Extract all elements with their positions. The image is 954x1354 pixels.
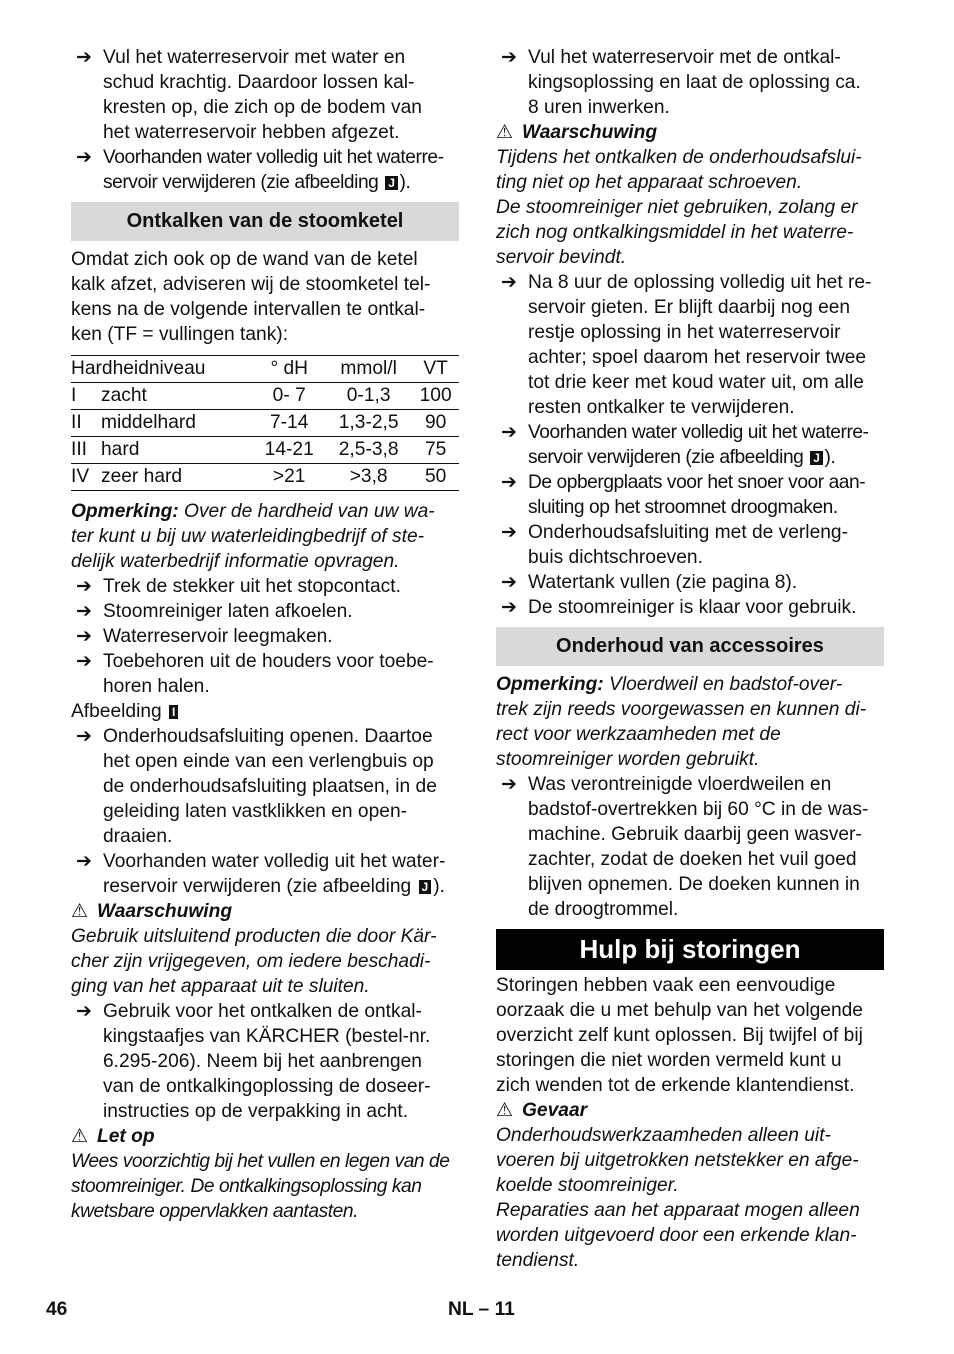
warning-triangle-icon: ⚠ [71,901,89,922]
list-item-text: kingsoplossing en laat de oplossing ca. [528,72,861,93]
bullet-list [71,999,459,1124]
warning-heading [71,899,459,924]
text-line: kwetsbare oppervlakken aantasten. [71,1201,359,1222]
figure-reference [71,699,459,724]
list-item [496,595,884,620]
note-paragraph [496,672,884,772]
list-item [496,520,884,570]
warning-triangle-icon: ⚠ [496,122,514,143]
list-item-text: geleiding laten vastklikken en open- [103,801,408,822]
list-item-text: buis dichtschroeven. [528,547,703,568]
list-item [71,999,459,1124]
list-item [71,624,459,649]
bullet-list [71,45,459,195]
text-line: overzicht zelf kunt oplossen. Bij twijfel of bij [496,1025,863,1046]
text-line: Tijdens het ontkalken de onderhoudsafslui- [496,147,862,168]
list-item-text: Vul het waterreservoir met de ontkal- [528,47,841,68]
list-item [71,849,459,899]
text-line: De stoomreiniger niet gebruiken, zolang er [496,197,858,218]
table-header: ° dH [270,358,308,379]
list-item-text: Na 8 uur de oplossing volledig uit het re- [528,272,872,293]
list-item-text: schud krachtig. Daardoor lossen kal- [103,72,415,93]
list-item [71,599,459,624]
text-line: ken (TF = vullingen tank): [71,324,289,345]
list-item-text: Watertank vullen (zie pagina 8). [528,572,798,593]
list-item [71,724,459,849]
figure-badge: I [169,705,178,719]
list-item-text: Waterreservoir leegmaken. [103,626,333,647]
list-item-text: draaien. [103,826,173,847]
section-heading: Onderhoud van accessoires [496,627,884,666]
table-cell: >3,8 [349,466,388,487]
list-item [496,772,884,922]
warning-title: Waarschuwing [97,901,233,922]
text-line: oorzaak die u met behulp van het volgende [496,1000,863,1021]
arrow-bullet-icon: ➔ [76,626,92,647]
table-header: mmol/l [340,358,397,379]
list-item-text: De stoomreiniger is klaar voor gebruik. [528,597,857,618]
caution-title: Let op [97,1126,155,1147]
note-text: ter kunt u bij uw waterleidingbedrijf of ste- [71,526,425,547]
hardness-table [71,355,459,491]
list-item [71,649,459,699]
figure-badge: J [385,176,397,190]
table-cell: III [71,439,87,460]
bullet-list [71,574,459,699]
right-column [496,45,884,1273]
arrow-bullet-icon: ➔ [76,147,92,168]
list-item [496,420,884,470]
arrow-bullet-icon: ➔ [501,597,517,618]
arrow-bullet-icon: ➔ [76,47,92,68]
table-header: VT [423,358,448,379]
list-item-text: 8 uren inwerken. [528,97,670,118]
list-item-text: servoir verwijderen (zie afbeelding J ). [528,447,836,468]
note-text: delijk waterbedrijf informatie opvragen. [71,551,400,572]
note-text: rect voor werkzaamheden met de [496,724,781,745]
list-item-text: reservoir verwijderen (zie afbeelding J ). [103,876,445,897]
note-text: Over de hardheid van uw wa- [178,501,435,522]
bullet-list [496,45,884,120]
table-cell: zeer hard [101,466,183,487]
table-header-row [71,356,459,383]
arrow-bullet-icon: ➔ [76,851,92,872]
list-item [71,45,459,145]
arrow-bullet-icon: ➔ [76,1001,92,1022]
arrow-bullet-icon: ➔ [501,572,517,593]
danger-heading [496,1098,884,1123]
danger-text [496,1123,884,1273]
caution-heading [71,1124,459,1149]
text-line: Storingen hebben vaak een eenvoudige [496,975,836,996]
text-line: koelde stoomreiniger. [496,1175,679,1196]
list-item-text: zachter, zodat de doeken het vuil goed [528,849,857,870]
text-line: stoomreiniger. De ontkalkingsoplossing kan [71,1176,422,1197]
warning-title: Waarschuwing [522,122,658,143]
note-text: Vloerdweil en badstof-over- [603,674,843,695]
figure-label: Afbeelding [71,701,162,722]
figure-badge: J [810,451,822,465]
list-item-text: Was verontreinigde vloerdweilen en [528,774,832,795]
text-line: cher zijn vrijgegeven, om iedere beschadi- [71,951,431,972]
arrow-bullet-icon: ➔ [501,472,517,493]
arrow-bullet-icon: ➔ [501,422,517,443]
list-item [71,145,459,195]
list-item-text: Onderhoudsafsluiting openen. Daartoe [103,726,433,747]
chapter-banner: Hulp bij storingen [496,929,884,970]
table-row [71,383,459,410]
table-cell: 1,3-2,5 [338,412,399,433]
list-item [71,574,459,599]
list-item-text: machine. Gebruik daarbij geen wasver- [528,824,862,845]
list-item-text: Voorhanden water volledig uit het waterre- [528,422,869,443]
list-item [496,45,884,120]
arrow-bullet-icon: ➔ [501,774,517,795]
list-item-text: Onderhoudsafsluiting met de verleng- [528,522,848,543]
list-item-text: het open einde van een verlengbuis op [103,751,434,772]
list-item-text: horen halen. [103,676,210,697]
list-item-text: servoir verwijderen (zie afbeelding J ). [103,172,411,193]
table-header: Hardheidniveau [71,358,206,379]
list-item-text: de droogtrommel. [528,899,679,920]
list-item-text: sluiting op het stroomnet droogmaken. [528,497,838,518]
list-item-text: Trek de stekker uit het stopcontact. [103,576,401,597]
text-line: servoir bevindt. [496,247,627,268]
arrow-bullet-icon: ➔ [76,576,92,597]
text-line: Reparaties aan het apparaat mogen alleen [496,1200,860,1221]
table-cell: 90 [424,412,447,433]
text-line: voeren bij uitgetrokken netstekker en afge- [496,1150,859,1171]
list-item-text: van de ontkalkingoplossing de doseer- [103,1076,431,1097]
list-item-text: Gebruik voor het ontkalken de ontkal- [103,1001,422,1022]
note-text: stoomreiniger worden gebruikt. [496,749,760,770]
table-cell: 100 [419,385,452,406]
text-line: zich nog ontkalkingsmiddel in het waterre- [496,222,854,243]
bullet-list [496,270,884,620]
bullet-list [496,772,884,922]
arrow-bullet-icon: ➔ [76,651,92,672]
note-label: Opmerking: [71,501,179,522]
caution-text [71,1149,459,1224]
note-text: trek zijn reeds voorgewassen en kunnen di- [496,699,867,720]
list-item-text: kresten op, die zich op de bodem van [103,97,422,118]
table-cell: zacht [101,385,147,406]
list-item-text: restje oplossing in het waterreservoir [528,322,841,343]
arrow-bullet-icon: ➔ [501,47,517,68]
table-row [71,410,459,437]
arrow-bullet-icon: ➔ [501,272,517,293]
table-cell: 75 [424,439,447,460]
bullet-list [71,724,459,899]
list-item-text: De opbergplaats voor het snoer voor aan- [528,472,866,493]
note-paragraph [71,499,459,574]
list-item-text: instructies op de verpakking in acht. [103,1101,409,1122]
warning-heading [496,120,884,145]
warning-text [496,145,884,270]
table-cell: 0-1,3 [346,385,391,406]
list-item-text: blijven opnemen. De doeken kunnen in [528,874,860,895]
text-line: zich wenden tot de erkende klantendienst. [496,1075,855,1096]
section-heading: Ontkalken van de stoomketel [71,202,459,241]
page-number: 46 [46,1299,68,1320]
text-line: storingen die niet worden vermeld kunt u [496,1050,842,1071]
text-line: Omdat zich ook op de wand van de ketel [71,249,418,270]
figure-badge: J [419,880,432,894]
list-item-text: 6.295-206). Neem bij het aanbrengen [103,1051,422,1072]
arrow-bullet-icon: ➔ [76,601,92,622]
warning-triangle-icon: ⚠ [71,1126,89,1147]
text-line: ging van het apparaat uit te sluiten. [71,976,370,997]
text-line: worden uitgevoerd door een erkende klan- [496,1225,857,1246]
table-row [71,437,459,464]
text-line: kalk afzet, adviseren wij de stoomketel tel- [71,274,431,295]
list-item [496,470,884,520]
list-item-text: de onderhoudsafsluiting plaatsen, in de [103,776,437,797]
text-line: Wees voorzichtig bij het vullen en legen van de [71,1151,450,1172]
danger-title: Gevaar [522,1100,588,1121]
table-cell: >21 [272,466,306,487]
table-cell: II [71,412,82,433]
list-item-text: achter; spoel daarom het reservoir twee [528,347,867,368]
list-item-text: het waterreservoir hebben afgezet. [103,122,400,143]
list-item-text: tot drie keer met koud water uit, om alle [528,372,864,393]
arrow-bullet-icon: ➔ [501,522,517,543]
table-row [71,464,459,491]
table-cell: 2,5-3,8 [338,439,399,460]
list-item [496,270,884,420]
text-line: Gebruik uitsluitend producten die door Kär- [71,926,437,947]
text-line: tendienst. [496,1250,580,1271]
list-item-text: Toebehoren uit de houders voor toebe- [103,651,434,672]
list-item-text: Stoomreiniger laten afkoelen. [103,601,353,622]
table-cell: 14-21 [264,439,314,460]
warning-text [71,924,459,999]
list-item-text: Voorhanden water volledig uit het waterre- [103,147,444,168]
page-label: NL – 11 [448,1299,515,1320]
list-item-text: servoir gieten. Er blijft daarbij nog een [528,297,851,318]
text-line: kens na de volgende intervallen te ontkal- [71,299,426,320]
arrow-bullet-icon: ➔ [76,726,92,747]
warning-triangle-icon: ⚠ [496,1100,514,1121]
table-cell: hard [101,439,140,460]
list-item-text: badstof-overtrekken bij 60 °C in de was- [528,799,869,820]
table-cell: 0- 7 [272,385,306,406]
text-line: ting niet op het apparaat schroeven. [496,172,803,193]
intro-paragraph [496,973,884,1098]
list-item [496,570,884,595]
note-label: Opmerking: [496,674,604,695]
list-item-text: Voorhanden water volledig uit het water- [103,851,446,872]
list-item-text: Vul het waterreservoir met water en [103,47,406,68]
table-cell: 50 [424,466,447,487]
table-cell: 7-14 [270,412,309,433]
intro-paragraph [71,247,459,347]
list-item-text: kingstaafjes van KÄRCHER (bestel-nr. [103,1026,431,1047]
table-cell: IV [71,466,90,487]
left-column [71,45,459,1224]
table-cell: I [71,385,77,406]
text-line: Onderhoudswerkzaamheden alleen uit- [496,1125,831,1146]
list-item-text: resten ontkalker te verwijderen. [528,397,795,418]
table-cell: middelhard [101,412,196,433]
